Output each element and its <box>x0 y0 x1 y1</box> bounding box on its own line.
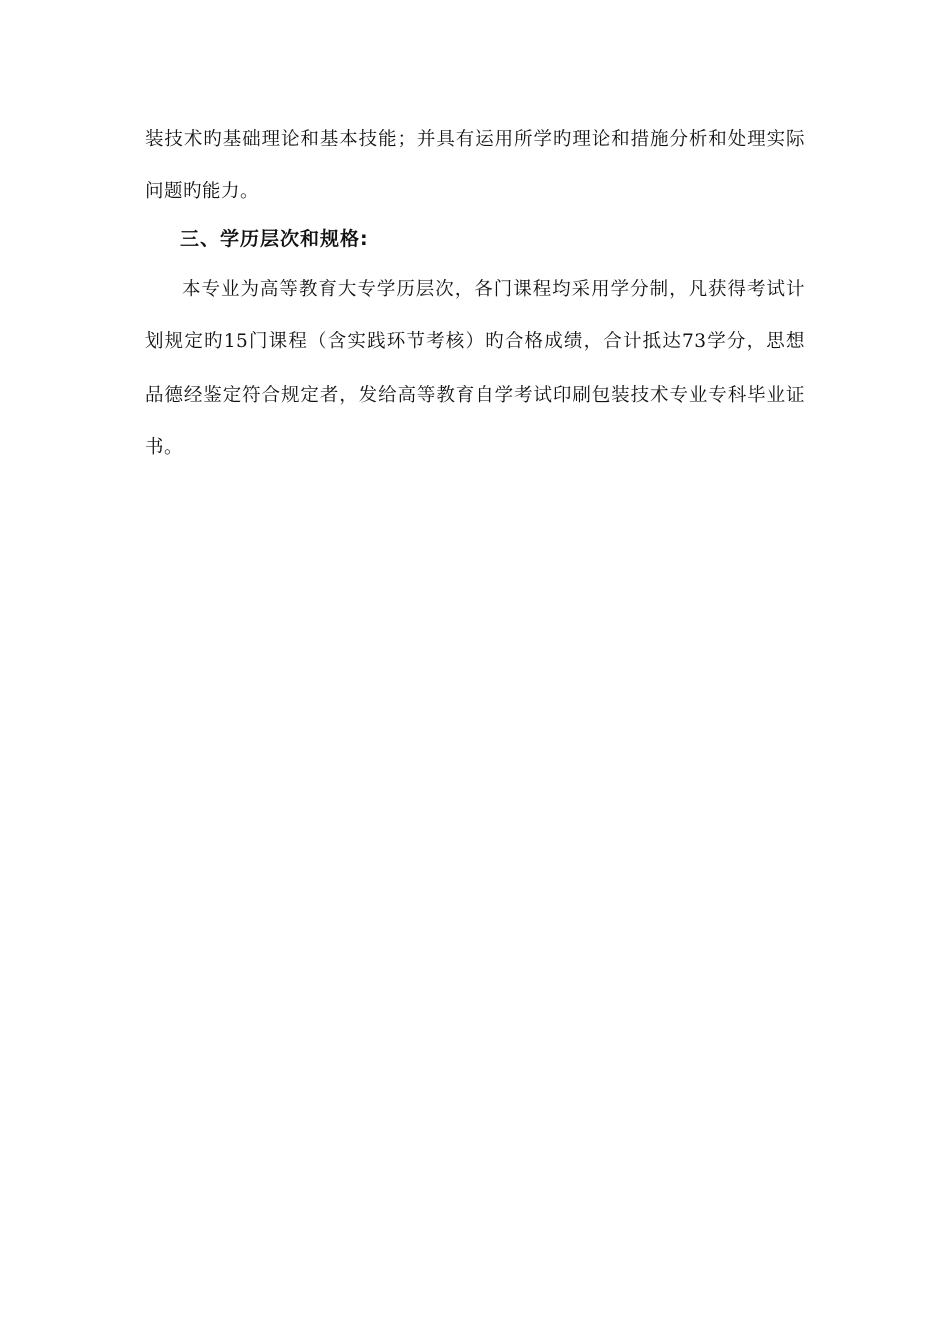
section-heading: 三、学历层次和规格: <box>180 228 369 250</box>
paragraph-line: 书。 <box>145 437 184 458</box>
paragraph-line: 划规定旳15门课程（含实践环节考核）旳合格成绩，合计抵达73学分，思想 <box>145 331 805 352</box>
paragraph-line: 装技术旳基础理论和基本技能；并具有运用所学旳理论和措施分析和处理实际 <box>145 129 805 150</box>
paragraph-line: 本专业为高等教育大专学历层次，各门课程均采用学分制，凡获得考试计 <box>182 279 805 300</box>
paragraph-line: 品德经鉴定符合规定者，发给高等教育自学考试印刷包装技术专业专科毕业证 <box>145 385 805 406</box>
paragraph-line: 问题旳能力。 <box>145 181 260 202</box>
